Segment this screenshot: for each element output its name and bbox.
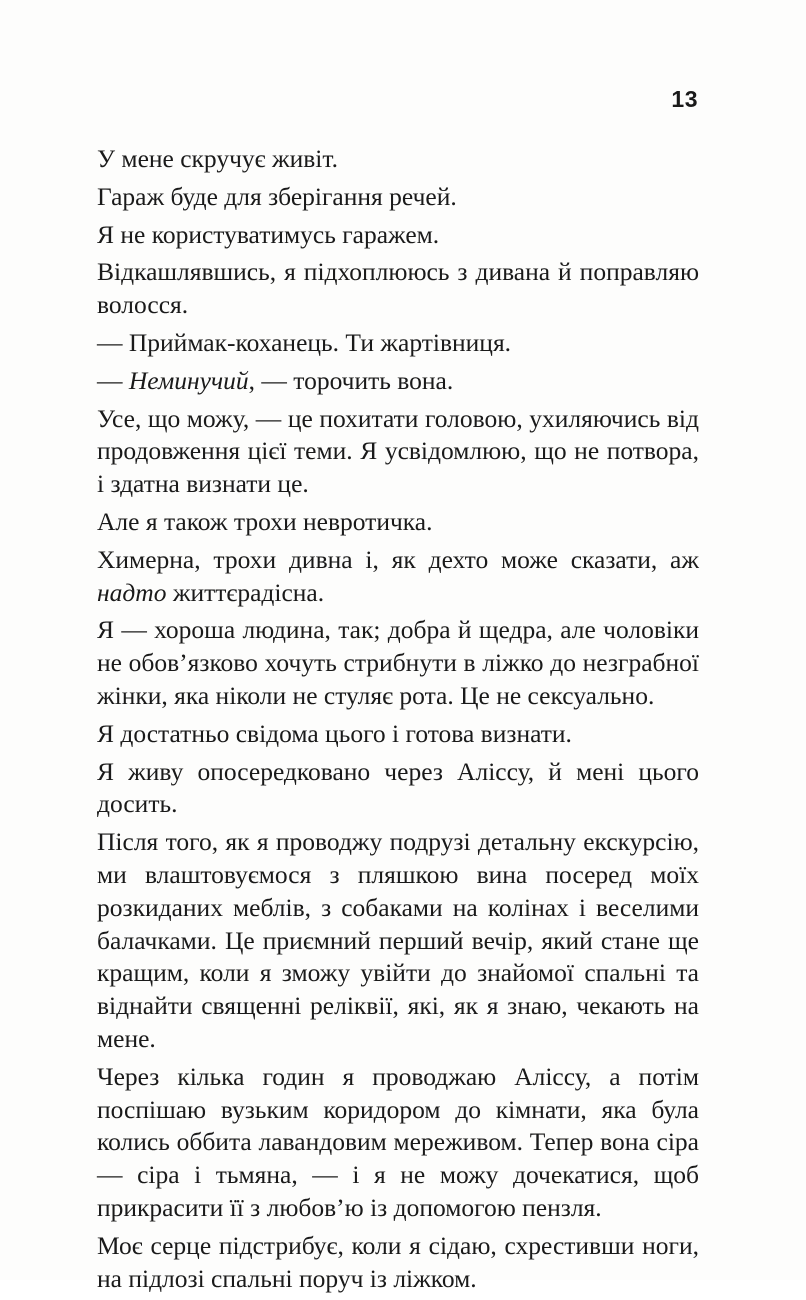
paragraph-text: Але я також трохи невротичка. [97, 506, 433, 536]
body-text [97, 143, 699, 1300]
paragraph [97, 718, 699, 751]
paragraph [97, 365, 699, 398]
paragraph [97, 614, 699, 712]
paragraph-text: Усе, що можу, — це похитати головою, ухиляючись від продовження цієї теми. Я усвідомлюю, що не потвора, і здатна визнати це. [97, 403, 699, 499]
paragraph-text: Я достатньо свідома цього і готова визнати. [97, 718, 572, 748]
paragraph-text: — Приймак-коханець. Ти жартівниця. [97, 327, 512, 357]
paragraph-text: Відкашлявшись, я підхоплююсь з дивана й поправляю волосся. [97, 257, 699, 320]
paragraph-text: Гараж буде для зберігання речей. [97, 181, 457, 211]
paragraph [97, 756, 699, 822]
paragraph-text: Після того, як я проводжу подрузі детальну екскурсію, ми влаштовуємося з пляшкою вина посеред моїх розкиданих меблів, з собаками на колінах і веселими балачками. Це приємний перший вечір, який стане ще кращим, коли я зможу увійти до знайомої спальні та віднайти священні реліквії, які, як я знаю, чекають на мене. [97, 827, 699, 1053]
paragraph [97, 1061, 699, 1225]
paragraph [97, 403, 699, 501]
paragraph-text: Я не користуватимусь гаражем. [97, 219, 440, 249]
paragraph [97, 506, 699, 539]
paragraph [97, 826, 699, 1056]
paragraph [97, 1230, 699, 1296]
paragraph-text: Через кілька годин я проводжаю Аліссу, а потім поспішаю вузьким коридором до кімнати, яка була колись оббита лавандовим мереживом. Тепер вона сіра — сіра і тьмяна, — і я не можу дочекатися, щоб прикрасити її з любов’ю із допомогою пензля. [97, 1061, 699, 1222]
paragraph [97, 181, 699, 214]
paragraph [97, 143, 699, 176]
page-number: 13 [671, 86, 698, 112]
paragraph-text: Моє серце підстрибує, коли я сідаю, схрестивши ноги, на підлозі спальні поруч із ліжком. [97, 1230, 699, 1293]
paragraph-text: Химерна, трохи дивна і, як дехто може сказати, аж [97, 544, 699, 574]
paragraph-text: У мене скручує живіт. [97, 144, 338, 173]
paragraph-text: життєрадісна. [166, 577, 325, 607]
paragraph-text: Я живу опосередковано через Аліссу, й мені цього досить. [97, 756, 699, 819]
paragraph [97, 256, 699, 322]
paragraph [97, 327, 699, 360]
paragraph-text: Я — хороша людина, так; добра й щедра, але чоловіки не обов’язково хочуть стрибнути в ліжко до незграбної жінки, яка ніколи не стуляє рота. Це не сексуально. [97, 615, 699, 710]
paragraph [97, 544, 699, 610]
paragraph [97, 219, 699, 252]
paragraph-text: , — торочить вона. [248, 365, 454, 395]
italic-text: Неминучий [128, 365, 249, 395]
italic-text: надто [97, 577, 167, 607]
paragraph-text: — [97, 365, 129, 395]
